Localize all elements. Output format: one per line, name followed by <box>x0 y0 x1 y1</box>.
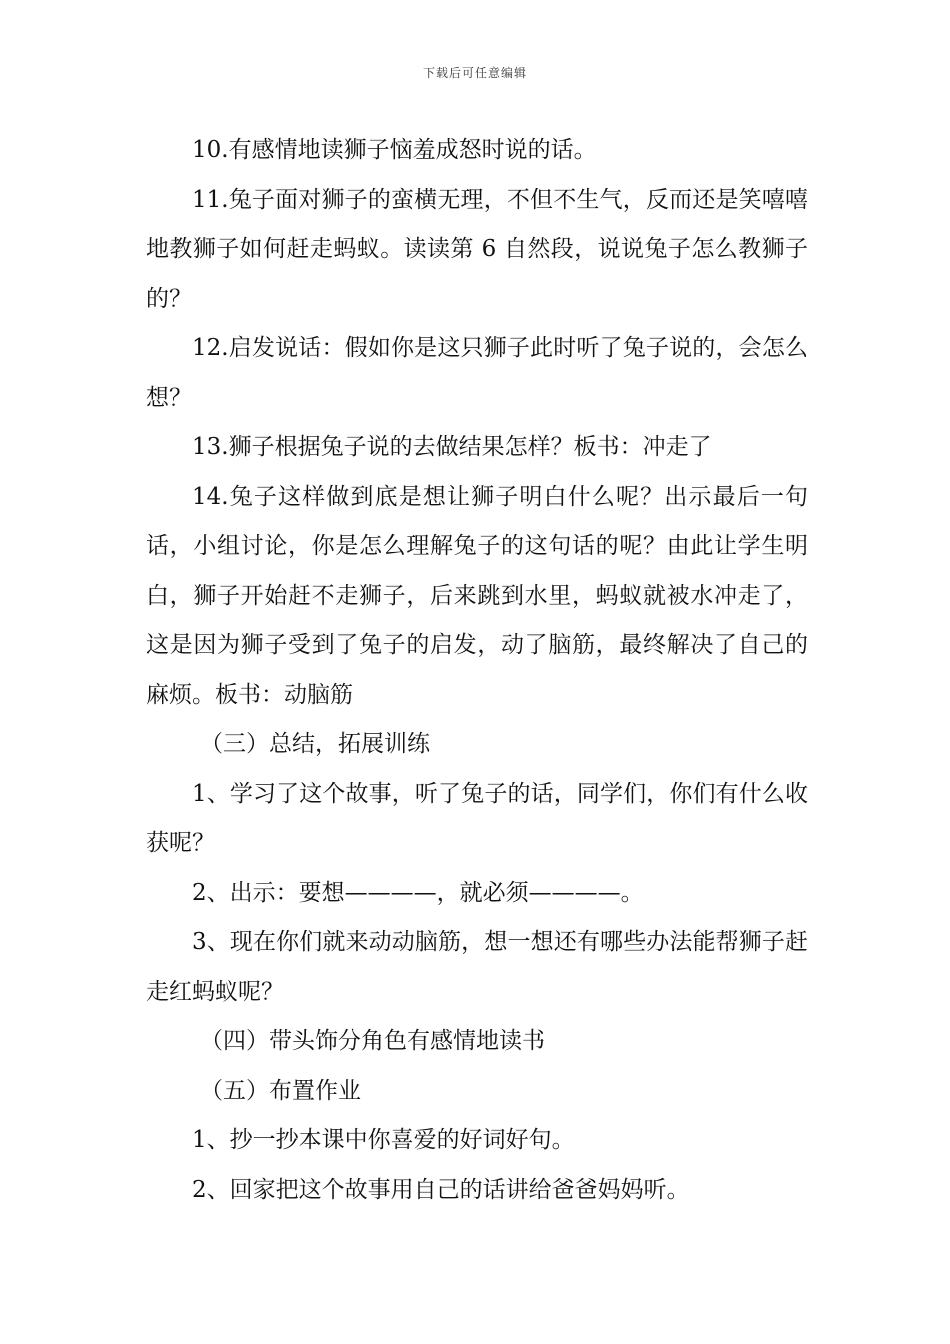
paragraph-item-12: 12.启发说话：假如你是这只狮子此时听了兔子说的，会怎么想？ <box>146 335 808 411</box>
list-item-summary-1: 1、学习了这个故事，听了兔子的话，同学们，你们有什么收获呢？ <box>146 780 808 856</box>
section-heading-homework: （五）布置作业 <box>200 1077 361 1104</box>
list-item-homework-1: 1、抄一抄本课中你喜爱的好词好句。 <box>192 1127 575 1153</box>
section-heading-role-reading: （四）带头饰分角色有感情地读书 <box>200 1028 545 1054</box>
paragraph-item-10: 10.有感情地读狮子恼羞成怒时说的话。 <box>192 137 597 163</box>
page-header: 下载后可任意编辑 <box>422 66 527 80</box>
paragraph-item-13: 13.狮子根据兔子说的去做结果怎样？板书：冲走了 <box>192 434 712 460</box>
list-item-homework-2: 2、回家把这个故事用自己的话讲给爸爸妈妈听。 <box>192 1176 690 1203</box>
paragraph-item-11: 11.兔子面对狮子的蛮横无理，不但不生气，反而还是笑嘻嘻地教狮子如何赶走蚂蚁。读读第 6 自然段，说说兔子怎么教狮子的？ <box>146 186 808 312</box>
document-body <box>146 126 808 1215</box>
section-heading-summary: （三）总结，拓展训练 <box>200 731 430 757</box>
list-item-summary-2: 2、出示：要想————，就必须————。 <box>192 879 644 906</box>
list-item-summary-3: 3、现在你们就来动动脑筋，想一想还有哪些办法能帮狮子赶走红蚂蚁呢？ <box>146 929 808 1005</box>
paragraph-item-14: 14.兔子这样做到底是想让狮子明白什么呢？出示最后一句话，小组讨论，你是怎么理解兔子的这句话的呢？由此让学生明白，狮子开始赶不走狮子，后来跳到水里，蚂蚁就被水冲走了，这是因为狮子受到了兔子的启发，动了脑筋，最终解决了自己的麻烦。板书：动脑筋 <box>146 483 808 708</box>
